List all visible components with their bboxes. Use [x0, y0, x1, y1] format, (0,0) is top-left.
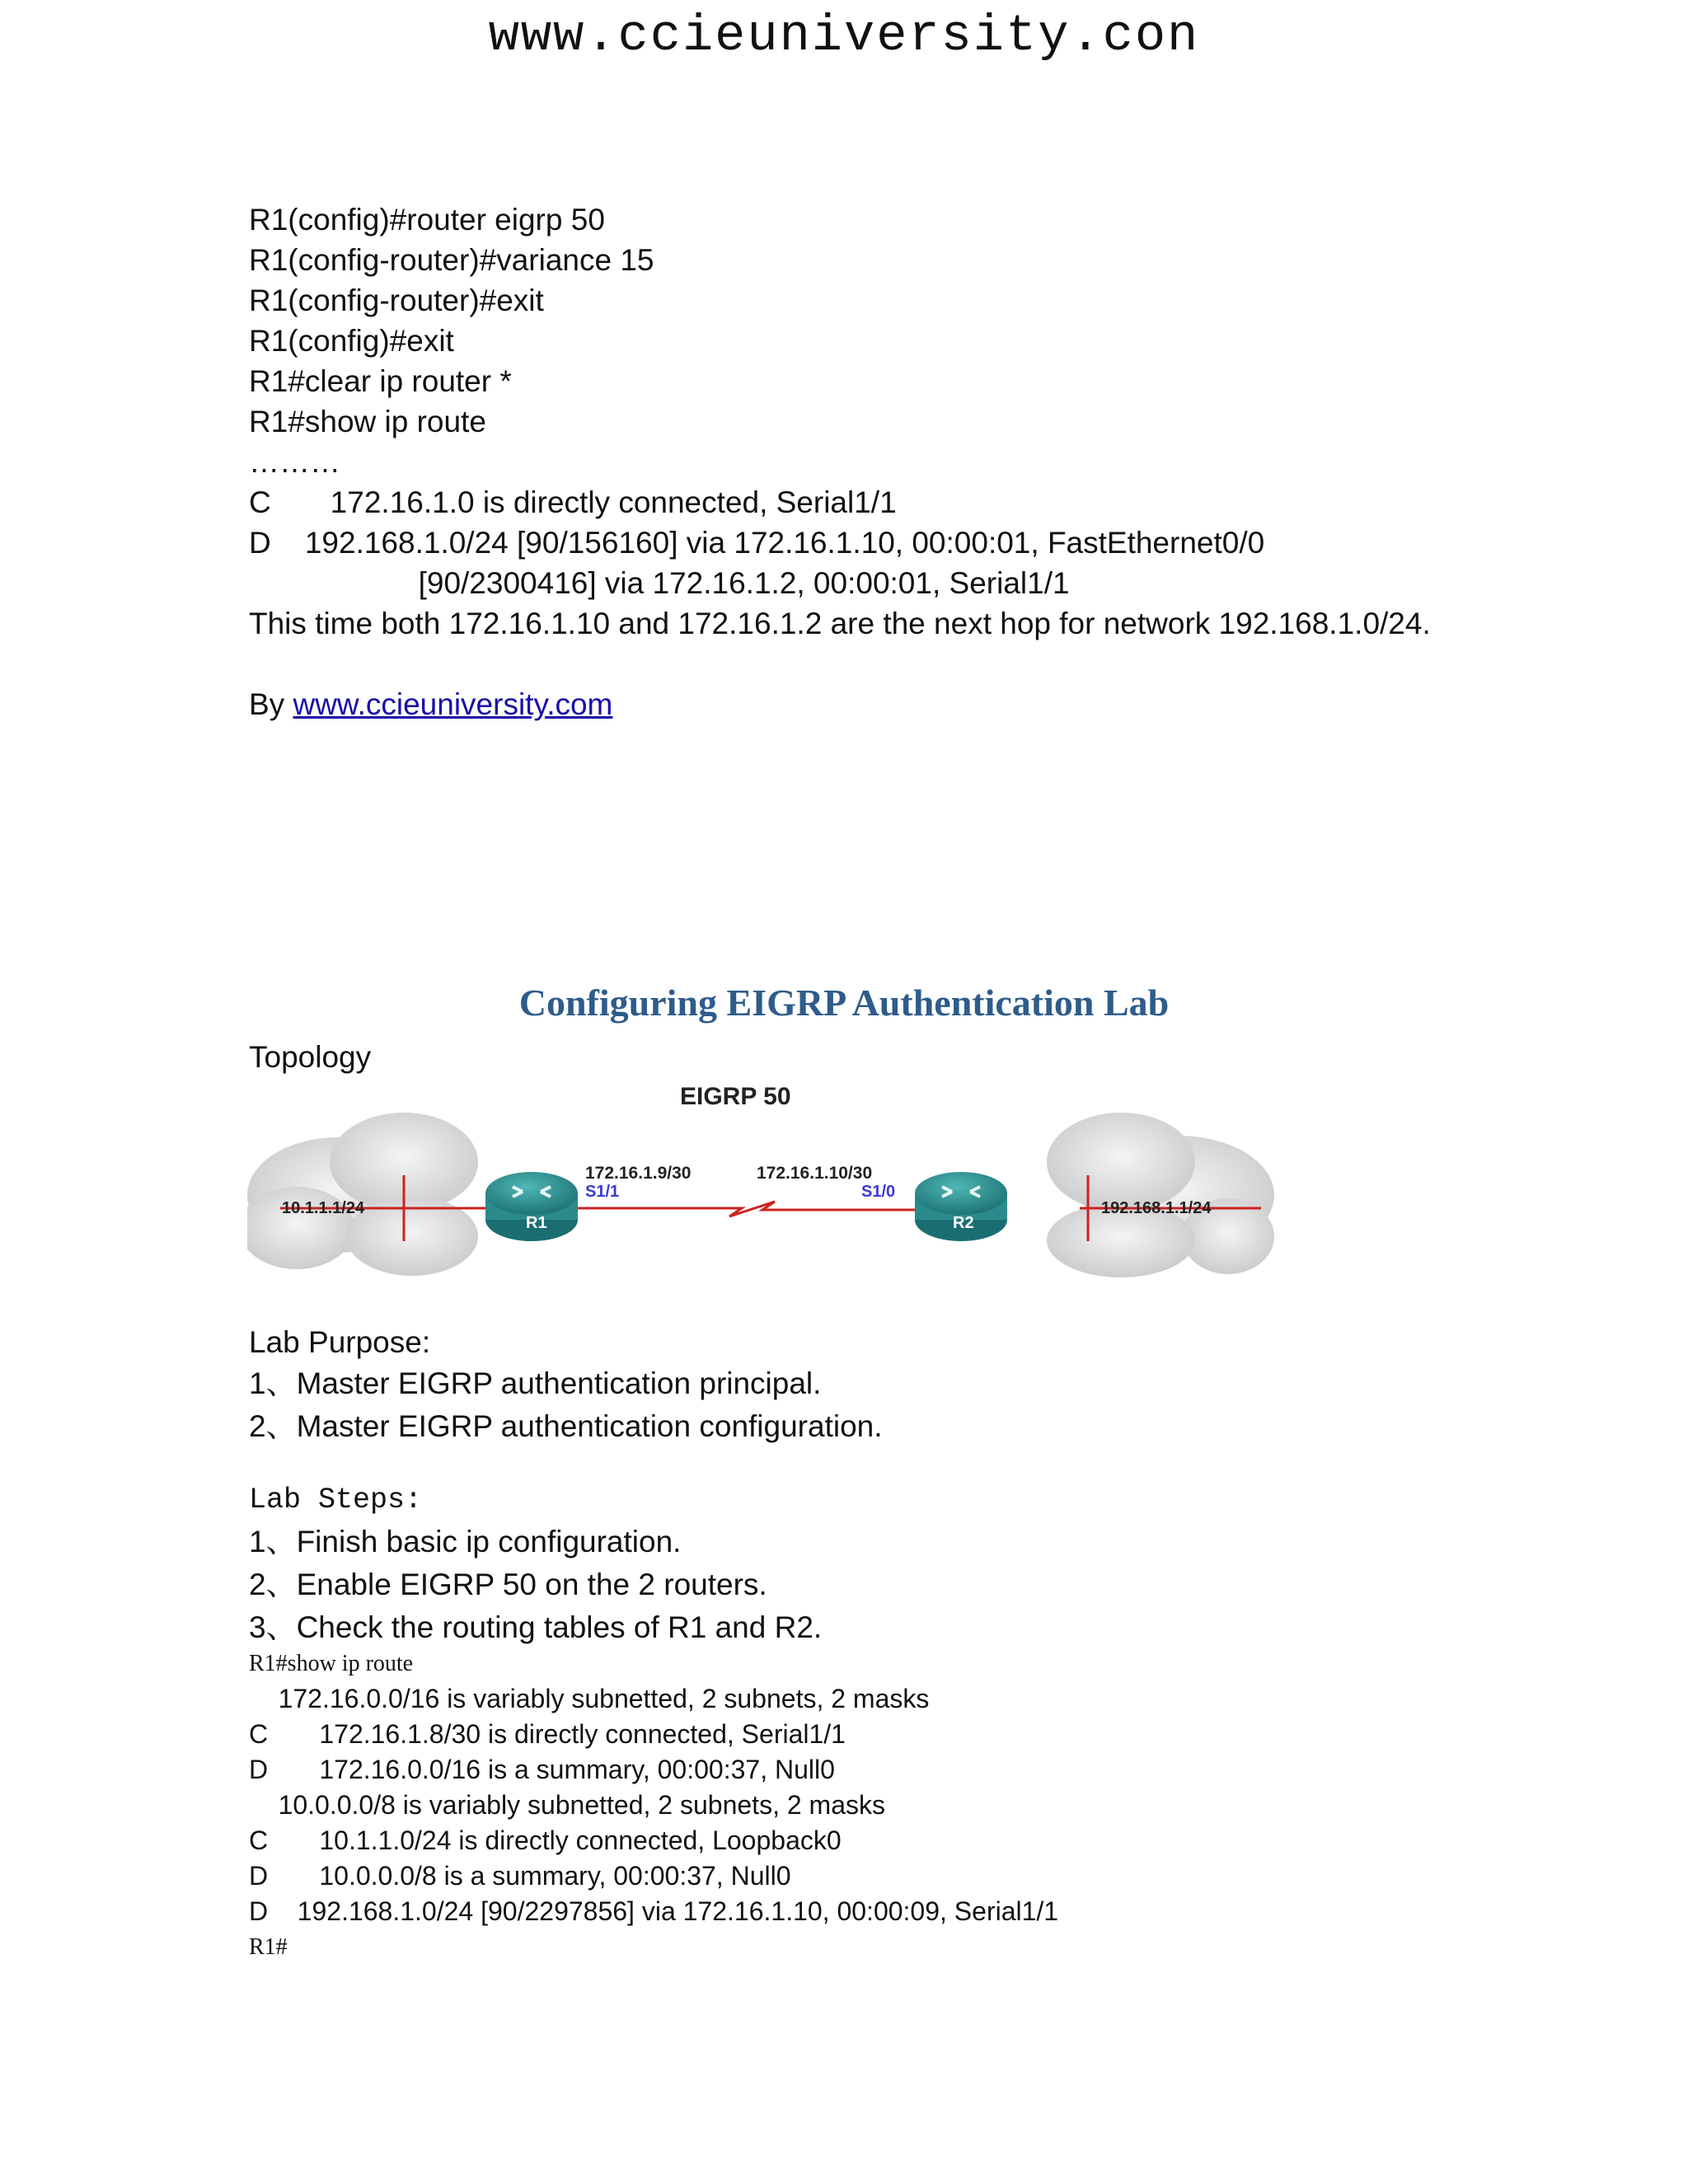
lab-title: Configuring EIGRP Authentication Lab [518, 982, 1170, 1024]
purpose-item: 1、Master EIGRP authentication principal. [249, 1366, 822, 1400]
explanation-line: This time both 172.16.1.10 and 172.16.1.2 are the next hop for network 192.168.1.0/24. [249, 607, 1431, 640]
eigrp-as-label: EIGRP 50 [680, 1083, 791, 1110]
topology-diagram [247, 1071, 1274, 1279]
right-network-label: 192.168.1.1/24 [1101, 1199, 1212, 1217]
steps-heading: Lab Steps: [249, 1483, 423, 1516]
route-entry: D 192.168.1.0/24 [90/2297856] via 172.16.1.10, 00:00:09, Serial1/1 [249, 1896, 1059, 1926]
purpose-heading: Lab Purpose: [249, 1325, 431, 1359]
route-line: [90/2300416] via 172.16.1.2, 00:00:01, Serial1/1 [249, 566, 1070, 600]
left-network-label: 10.1.1.1/24 [282, 1199, 365, 1217]
by-line [249, 684, 1431, 724]
r2-ip-label: 172.16.1.10/30 [757, 1164, 873, 1183]
route-line: C 172.16.1.0 is directly connected, Serial1/1 [249, 485, 897, 519]
site-header: www.ccieuniversity.con [488, 7, 1200, 65]
config-line: R1(config)#exit [249, 324, 454, 358]
serial-link [573, 1202, 935, 1216]
left-cloud [247, 1113, 478, 1276]
route-entry: 10.0.0.0/8 is variably subnetted, 2 subnets, 2 masks [249, 1790, 885, 1820]
r1-interface-label: S1/1 [585, 1183, 620, 1201]
route-entry: C 10.1.1.0/24 is directly connected, Loopback0 [249, 1825, 842, 1855]
by-label: By [249, 687, 293, 721]
route-entry: D 172.16.0.0/16 is a summary, 00:00:37, Null0 [249, 1755, 835, 1784]
ellipsis-line: ……… [249, 445, 340, 479]
route-command: R1#show ip route [249, 1651, 414, 1676]
r2-interface-label: S1/0 [861, 1183, 896, 1201]
route-entry: D 10.0.0.0/8 is a summary, 00:00:37, Null0 [249, 1861, 791, 1891]
r2-label: R2 [953, 1214, 974, 1232]
r1-label: R1 [526, 1214, 547, 1232]
prompt-end: R1# [249, 1934, 288, 1960]
r1-ip-label: 172.16.1.9/30 [585, 1164, 692, 1183]
config-block [249, 199, 1431, 724]
config-line: R1(config-router)#variance 15 [249, 243, 654, 277]
config-line: R1#clear ip router * [249, 364, 512, 398]
purpose-item: 2、Master EIGRP authentication configuration. [249, 1409, 883, 1443]
by-link[interactable]: www.ccieuniversity.com [293, 687, 613, 721]
config-line: R1(config-router)#exit [249, 284, 544, 317]
route-entry: C 172.16.1.8/30 is directly connected, Serial1/1 [249, 1719, 846, 1749]
route-line: D 192.168.1.0/24 [90/156160] via 172.16.1.10, 00:00:01, FastEthernet0/0 [249, 526, 1265, 560]
right-cloud [1047, 1113, 1274, 1277]
lab-purpose-section [249, 1322, 883, 1448]
step-item: 3、Check the routing tables of R1 and R2. [249, 1610, 823, 1644]
routing-table-output [249, 1646, 1058, 1965]
lab-steps-section [249, 1480, 822, 1649]
config-line: R1(config)#router eigrp 50 [249, 203, 605, 237]
topology-label: Topology [249, 1040, 372, 1074]
step-item: 2、Enable EIGRP 50 on the 2 routers. [249, 1568, 767, 1601]
step-item: 1、Finish basic ip configuration. [249, 1525, 682, 1558]
route-entry: 172.16.0.0/16 is variably subnetted, 2 subnets, 2 masks [249, 1684, 930, 1713]
config-line: R1#show ip route [249, 405, 486, 438]
